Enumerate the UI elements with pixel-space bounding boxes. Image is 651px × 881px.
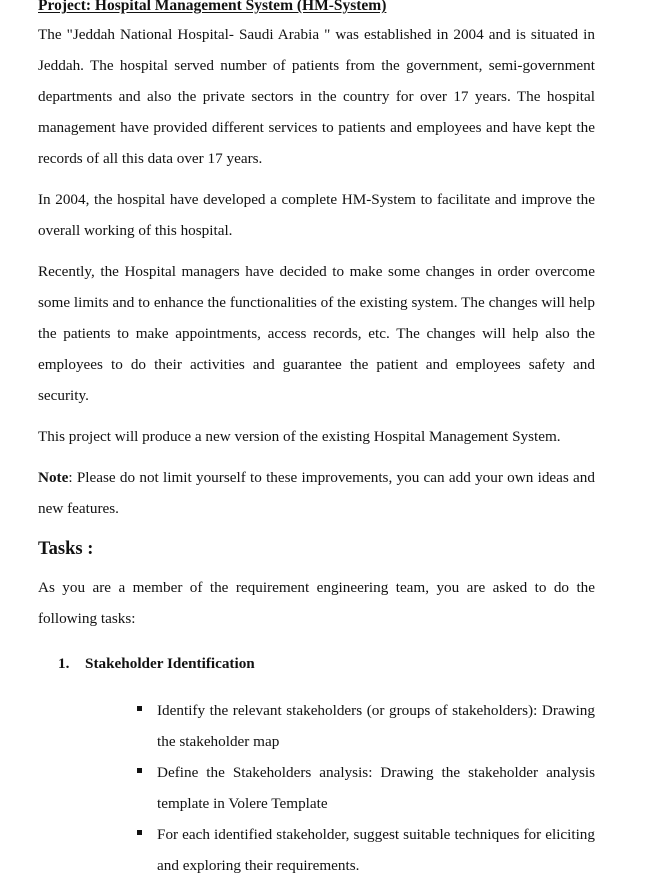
paragraph-outcome: This project will produce a new version of the existing Hospital Management System.	[38, 428, 561, 446]
bullet-text: Identify the relevant stakeholders (or groups of stakeholders): Drawing the stakeholder map	[157, 702, 595, 751]
task-title: Stakeholder Identification	[85, 655, 255, 673]
page-title-text: Project: Hospital Management System (HM-System)	[38, 0, 387, 14]
paragraph-intro: The "Jeddah National Hospital- Saudi Arabia " was established in 2004 and is situated in Jeddah. The hospital served number of patients from the government, semi-government departments and also the private sectors in the country for over 17 years. The hospital management have provided different services to patients and employees and have kept the records of all this data over 17 years.	[38, 26, 595, 168]
paragraph-history: In 2004, the hospital have developed a complete HM-System to facilitate and improve the overall working of this hospital.	[38, 191, 595, 240]
square-bullet-icon	[137, 768, 142, 773]
tasks-list	[38, 648, 595, 881]
square-bullet-icon	[137, 706, 142, 711]
bullet-item	[85, 819, 595, 881]
bullet-text: For each identified stakeholder, suggest suitable techniques for eliciting and exploring their requirements.	[157, 826, 595, 875]
tasks-heading: Tasks :	[38, 539, 94, 560]
note-label: Note	[38, 469, 69, 487]
square-bullet-icon	[137, 830, 142, 835]
paragraph-changes: Recently, the Hospital managers have decided to make some changes in order overcome some limits and to enhance the functionalities of the existing system. The changes will help the patients to make appointments, access records, etc. The changes will help also the employees to do their activities and guarantee the patient and employees safety and security.	[38, 263, 595, 405]
paragraph-note	[38, 462, 595, 524]
note-text: : Please do not limit yourself to these improvements, you can add your own ideas and new features.	[38, 469, 595, 518]
bullet-item	[85, 695, 595, 757]
task-item-1	[38, 648, 595, 881]
page-title	[38, 0, 595, 15]
bullet-text: Define the Stakeholders analysis: Drawing the stakeholder analysis template in Volere Template	[157, 764, 595, 813]
task-marker: 1.	[58, 655, 70, 673]
tasks-intro: As you are a member of the requirement engineering team, you are asked to do the following tasks:	[38, 579, 595, 628]
bullet-item	[85, 757, 595, 819]
task-1-bullets	[85, 695, 595, 881]
